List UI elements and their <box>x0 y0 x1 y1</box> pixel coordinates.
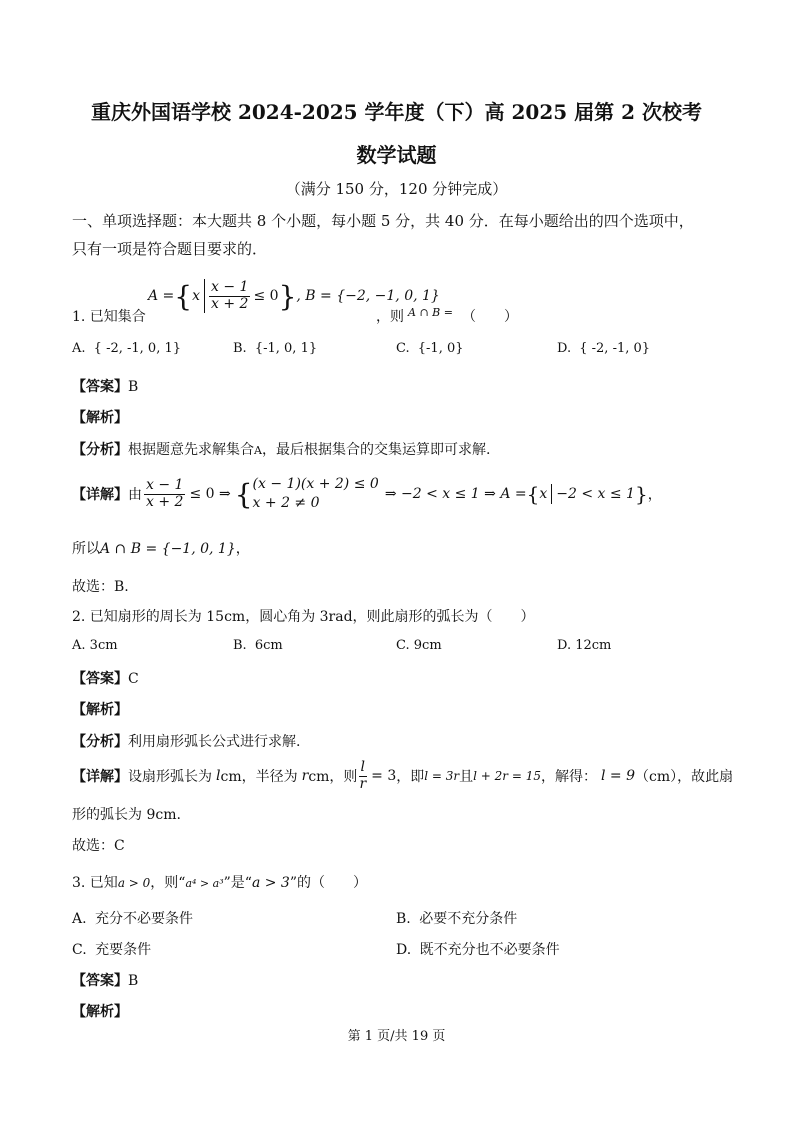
q2-option-a: A. 3cm <box>72 638 118 653</box>
fraction-numerator: l <box>360 759 366 776</box>
q3-option-c: C. 充要条件 <box>72 942 152 958</box>
q1-jiexi: 【解析】 <box>72 410 128 426</box>
q3-stem: 3. 已知a > 0，则“a⁴ > a³”是“a > 3”的（ ） <box>72 875 368 891</box>
q1-option-b: B. {-1, 0, 1} <box>233 341 318 356</box>
fraction-denominator: x + 2 <box>211 295 249 312</box>
exam-note: （满分 150 分，120 分钟完成） <box>285 180 508 198</box>
detail-implies: ≤ 0 ⇒ <box>189 486 231 502</box>
q3-answer: 【答案】B <box>72 973 139 989</box>
q2-option-d: D. 12cm <box>557 638 612 653</box>
inequality-system <box>253 475 379 513</box>
q2-jiexi: 【解析】 <box>72 702 128 718</box>
fraction-denominator: x + 2 <box>146 493 184 510</box>
set-var: x <box>539 486 548 502</box>
q2-choose: 故选：C <box>72 838 125 854</box>
equation-3: l = 9 <box>601 768 636 784</box>
system-line-2: x + 2 ≠ 0 <box>252 495 320 511</box>
detail-result: ⇒ −2 < x ≤ 1 ⇒ A = <box>384 486 527 502</box>
q2-option-c: C. 9cm <box>396 638 442 653</box>
set-var: x <box>192 288 201 304</box>
ratio-fraction <box>357 760 368 792</box>
set-a-label: A = <box>148 288 175 304</box>
q1-stem: 1. 已知集合 <box>72 309 146 325</box>
detail-label: 【详解】 <box>72 487 128 503</box>
q2-option-b: B. 6cm <box>233 638 283 653</box>
page-number: 第 1 页/共 19 页 <box>347 1029 446 1044</box>
equals-three: = 3 <box>371 768 397 784</box>
q3-option-a: A. 充分不必要条件 <box>72 911 194 927</box>
q2-analysis: 【分析】利用扇形弧长公式进行求解. <box>72 734 301 750</box>
fraction-numerator: x − 1 <box>211 279 249 296</box>
q1-analysis: 【分析】根据题意先求解集合A，最后根据集合的交集运算即可求解. <box>72 442 491 458</box>
page-title: 重庆外国语学校 2024-2025 学年度（下）高 2025 届第 2 次校考 <box>91 100 702 124</box>
section-heading-cont: 只有一项是符合题目要求的． <box>72 240 268 258</box>
detail-text: 设扇形弧长为 <box>128 769 212 785</box>
page-subtitle: 数学试题 <box>356 143 437 167</box>
q2-detail <box>72 756 733 796</box>
q2-stem: 2. 已知扇形的周长为 15cm，圆心角为 3rad，则此扇形的弧长为（ ） <box>72 609 535 625</box>
detail-text: 由 <box>128 487 142 503</box>
var-l: l <box>216 768 221 784</box>
q1-intersection: A ∩ B = <box>408 306 453 319</box>
detail-text: cm，半径为 <box>220 769 298 785</box>
q1-option-c: C. {-1, 0} <box>396 341 464 356</box>
detail-fraction <box>144 478 185 510</box>
fraction-denominator: r <box>359 775 367 792</box>
system-line-1: (x − 1)(x + 2) ≤ 0 <box>252 476 379 493</box>
detail-text: ，即 <box>396 769 425 785</box>
q1-paren: （ ） <box>462 309 518 325</box>
q2-answer: 【答案】C <box>72 671 139 687</box>
q1-choose: 故选：B. <box>72 579 129 595</box>
q1-detail: 【详解】 由 $\frac{x - 1}{x + 2}$ ≤ 0 ⇒ { (x − 1)(x + 2) ≤ 0 x + 2 ≠ 0 ⇒ −2 < x ≤ 1 ⇒ A = { x −2 < x ≤ 1 } ， <box>72 476 662 511</box>
q1-conclusion: 所以A ∩ B = {−1, 0, 1}， <box>72 541 250 557</box>
q2-detail-cont: 形的弧长为 9cm. <box>72 807 181 823</box>
leq-zero: ≤ 0 <box>253 288 279 304</box>
q1-option-d: D. { -2, -1, 0} <box>557 341 651 356</box>
equation-2: l + 2r = 15 <box>473 769 541 783</box>
set-condition: −2 < x ≤ 1 <box>556 486 635 502</box>
section-heading: 一、单项选择题：本大题共 8 个小题，每小题 5 分，共 40 分．在每小题给出的四个选项中， <box>72 212 694 230</box>
detail-text: （cm），故此扇 <box>635 769 734 785</box>
q3-option-b: B. 必要不充分条件 <box>396 911 518 927</box>
q1-option-a: A. { -2, -1, 0, 1} <box>72 341 182 356</box>
q1-answer: 【答案】B <box>72 379 139 395</box>
fraction-numerator: x − 1 <box>146 477 184 494</box>
q1-fraction <box>209 280 250 312</box>
q3-option-d: D. 既不充分也不必要条件 <box>396 942 560 958</box>
detail-text: ，解得： <box>541 769 597 785</box>
equation-1: l = 3r <box>424 769 460 783</box>
detail-text: cm，则 <box>308 769 358 785</box>
q3-jiexi: 【解析】 <box>72 1004 128 1020</box>
var-r: r <box>301 768 309 784</box>
detail-label: 【详解】 <box>72 769 128 785</box>
detail-text: 且 <box>459 769 474 785</box>
q1-set-definition: A = { x $\frac{x - 1}{x + 2}$ ≤ 0 } , B = {−2, −1, 0, 1} <box>148 279 440 313</box>
detail-comma: ， <box>647 487 662 503</box>
q1-stem-suffix: ，则 <box>376 309 404 325</box>
set-b: , B = {−2, −1, 0, 1} <box>296 288 440 304</box>
